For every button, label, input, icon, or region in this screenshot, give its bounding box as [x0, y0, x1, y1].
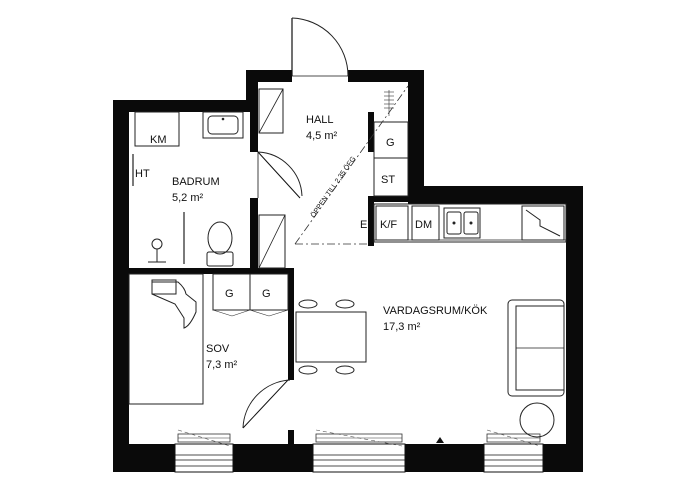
wardrobe-g-hall [374, 122, 408, 158]
vardagsrum-area: 17,3 m² [383, 321, 421, 333]
vardagsrum-name: VARDAGSRUM/KÖK [383, 305, 488, 317]
wardrobe-label: G [262, 288, 271, 300]
washbasin [203, 112, 243, 138]
hall-area: 4,5 m² [306, 130, 338, 142]
towel-dryer [133, 154, 150, 186]
armchair-icon [520, 403, 554, 437]
bathroom-door [258, 152, 302, 198]
walls [113, 70, 583, 472]
km-label: KM [150, 134, 167, 146]
e-label: E [360, 219, 368, 231]
hall-name: HALL [306, 114, 334, 126]
st-label: ST [381, 174, 396, 186]
badrum-area: 5,2 m² [172, 192, 204, 204]
window-sov [175, 434, 233, 472]
wardrobe-label: G [386, 137, 395, 149]
toilet-icon [207, 222, 233, 266]
sofa-icon [508, 300, 564, 396]
fridge [376, 206, 408, 240]
bathroom-room [133, 112, 243, 266]
wardrobe-st [374, 158, 408, 196]
sov-name: SOV [206, 343, 230, 355]
dining-table [296, 300, 366, 374]
dishwasher [412, 206, 439, 240]
bed-icon [129, 274, 203, 404]
ht-label: HT [135, 168, 150, 180]
entrance-door [292, 18, 348, 76]
living-room [296, 204, 566, 437]
windows [175, 430, 543, 472]
window-living-2 [484, 434, 543, 472]
kitchen-counter [360, 204, 566, 242]
stove-icon [522, 206, 564, 240]
ceiling-opening-note: ÖPPEN TILL 2,35 ÖFG [309, 155, 358, 220]
wardrobe-g-left [213, 274, 250, 310]
sink-icon [444, 208, 480, 238]
wardrobe-g-right [250, 274, 288, 310]
dm-label: DM [415, 219, 433, 231]
badrum-name: BADRUM [172, 176, 220, 188]
sov-area: 7,3 m² [206, 359, 238, 371]
bedroom-room [129, 274, 288, 404]
shower [148, 212, 184, 264]
electric-panel [360, 219, 367, 231]
kf-label: K/F [380, 219, 398, 231]
bedroom-door [243, 380, 290, 428]
wardrobe-label: G [225, 288, 234, 300]
washing-machine [135, 112, 179, 146]
